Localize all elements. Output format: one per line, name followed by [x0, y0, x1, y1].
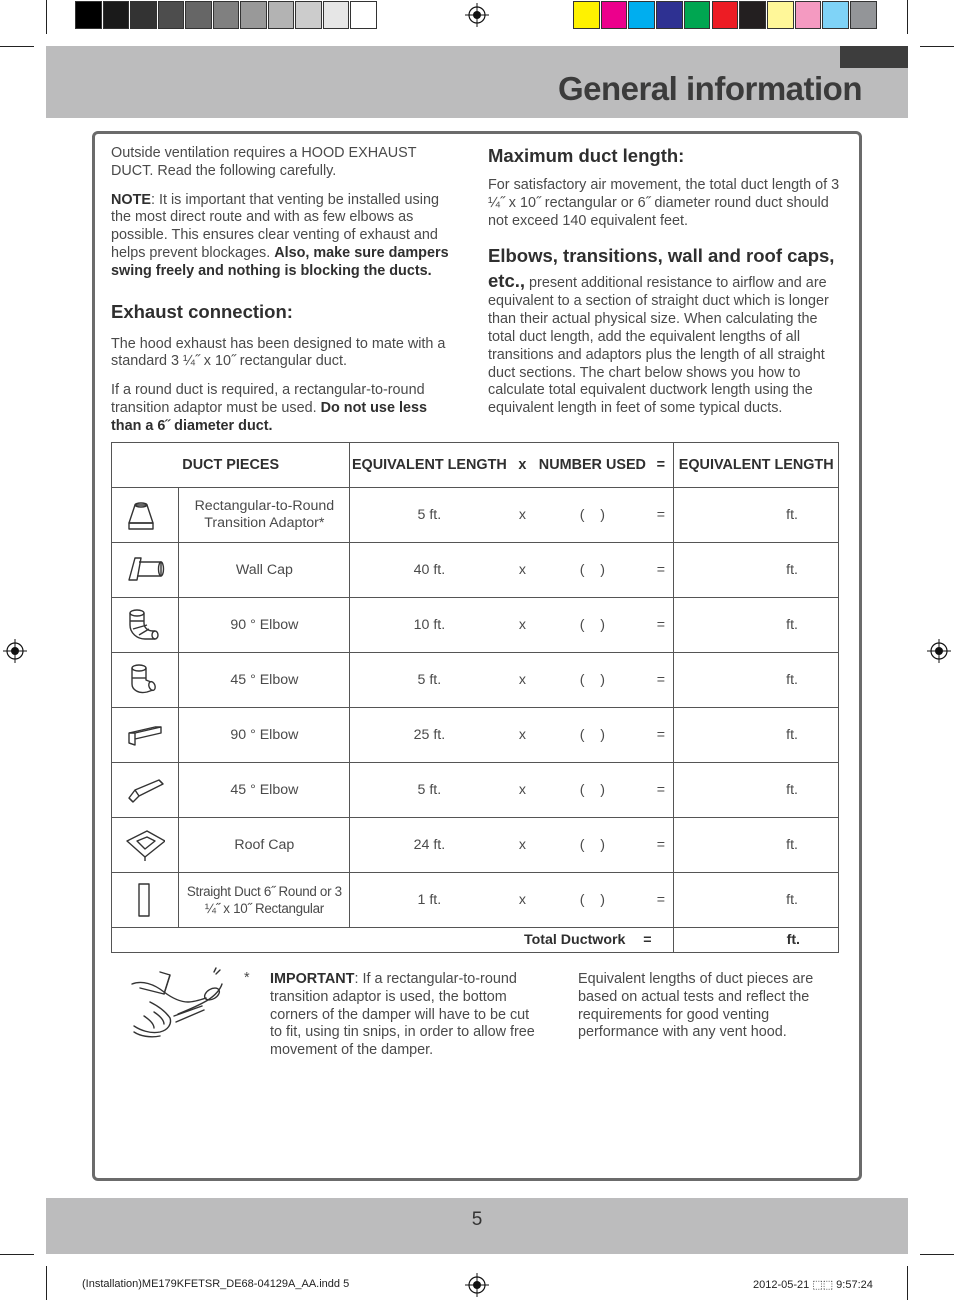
crop-mark	[920, 46, 954, 47]
equals-sign: =	[656, 617, 666, 633]
equals-sign: =	[656, 892, 666, 908]
registration-mark-icon	[465, 3, 489, 27]
max-duct-text: For satisfactory air movement, the total duct length of 3 ¼˝ x 10˝ rectangular or 6˝ diameter round duct should not exceed 140 equivalent feet.	[488, 177, 840, 229]
calc-cell	[350, 598, 674, 653]
header-tab	[840, 46, 908, 68]
tin-snips-icon	[130, 966, 226, 1040]
straight-duct-icon	[125, 882, 165, 918]
color-swatch	[158, 1, 185, 29]
equiv-length: 1 ft.	[417, 892, 442, 908]
table-row	[112, 653, 839, 708]
rect-45-elbow-icon	[125, 772, 165, 808]
round-90-elbow-icon	[125, 607, 165, 643]
intro-text: Outside ventilation requires a HOOD EXHAUST DUCT. Read the following carefully.	[111, 145, 417, 179]
equiv-length: 25 ft.	[413, 727, 446, 743]
header-equiv-length: EQUIVALENT LENGTH	[351, 456, 507, 473]
color-swatch	[712, 1, 739, 29]
number-used-input[interactable]: ( )	[579, 507, 605, 523]
result-cell[interactable]: ft.	[674, 653, 839, 708]
color-swatch	[628, 1, 655, 29]
duct-piece-name: Straight Duct 6˝ Round or 3 ¼˝ x 10˝ Rectangular	[179, 873, 350, 928]
icon-cell	[112, 543, 179, 598]
color-swatch	[75, 1, 102, 29]
color-swatch	[601, 1, 628, 29]
header-duct-pieces: DUCT PIECES	[112, 443, 350, 488]
crop-mark	[46, 1266, 47, 1300]
duct-piece-name: 45 ° Elbow	[179, 653, 350, 708]
equiv-length: 40 ft.	[413, 562, 446, 578]
color-swatch	[103, 1, 130, 29]
crop-mark	[46, 0, 47, 34]
number-used-input[interactable]: ( )	[579, 782, 605, 798]
color-swatch	[656, 1, 683, 29]
number-used-input[interactable]: ( )	[579, 727, 605, 743]
icon-cell	[112, 873, 179, 928]
icon-cell	[112, 818, 179, 873]
roof-cap-icon	[125, 827, 165, 863]
duct-piece-name: Wall Cap	[179, 543, 350, 598]
color-swatch	[295, 1, 322, 29]
number-used-input[interactable]: ( )	[579, 672, 605, 688]
equals-sign: =	[656, 672, 666, 688]
color-swatch	[767, 1, 794, 29]
color-swatch	[323, 1, 350, 29]
color-swatch	[684, 1, 711, 29]
exhaust-paragraph-2	[111, 382, 459, 435]
crop-mark	[920, 1254, 954, 1255]
number-used-input[interactable]: ( )	[579, 837, 605, 853]
color-swatch	[268, 1, 295, 29]
calc-cell	[350, 543, 674, 598]
calc-cell	[350, 488, 674, 543]
color-swatch	[795, 1, 822, 29]
crop-mark	[0, 46, 34, 47]
color-swatch	[739, 1, 766, 29]
round-45-elbow-icon	[125, 662, 165, 698]
registration-mark-icon	[465, 1273, 489, 1297]
result-cell[interactable]: ft.	[674, 488, 839, 543]
equiv-length: 24 ft.	[413, 837, 446, 853]
icon-cell	[112, 763, 179, 818]
times-sign: x	[518, 562, 526, 578]
icon-cell	[112, 598, 179, 653]
equals-sign: =	[656, 837, 666, 853]
icon-cell	[112, 488, 179, 543]
important-note	[270, 971, 542, 1060]
result-cell[interactable]: ft.	[674, 708, 839, 763]
total-cell	[112, 928, 674, 953]
header-middle	[350, 443, 674, 488]
equivalent-note: Equivalent lengths of duct pieces are based on actual tests and reflect the requirements for good venting performance with any vent hood.	[578, 971, 814, 1041]
color-swatch	[185, 1, 212, 29]
equiv-length: 5 ft.	[417, 782, 442, 798]
calc-cell	[350, 818, 674, 873]
header-result: EQUIVALENT LENGTH	[674, 443, 839, 488]
table-row	[112, 708, 839, 763]
important-text: : If a rectangular-to-round transition adaptor is used, the bottom corners of the damper will have to be cut to fit, using tin snips, in order to allow free movement of the damper.	[270, 971, 535, 1059]
times-sign: x	[518, 892, 526, 908]
equiv-length: 5 ft.	[417, 507, 442, 523]
color-swatch	[850, 1, 877, 29]
result-cell[interactable]: ft.	[674, 543, 839, 598]
equals-sign: =	[656, 507, 666, 523]
duct-piece-name: 90 ° Elbow	[179, 598, 350, 653]
crop-mark	[907, 1266, 908, 1300]
transition-adaptor-icon	[125, 497, 165, 533]
note-label: NOTE	[111, 191, 151, 208]
duct-table	[111, 442, 839, 953]
note-text: : It is important that venting be installed using the most direct route and with as few elbows as possible. This ensures clear venting of exhaust and helps prevent blockages.	[111, 191, 439, 261]
total-label: Total Ductwork	[524, 932, 626, 948]
equals-sign: =	[656, 727, 666, 743]
color-swatch	[240, 1, 267, 29]
exhaust-text-1: The hood exhaust has been designed to mate with a standard 3 ¼˝ x 10˝ rectangular duct.	[111, 335, 446, 370]
note-paragraph	[111, 192, 459, 281]
equals-sign: =	[656, 562, 666, 578]
calc-cell	[350, 873, 674, 928]
duct-piece-name: Roof Cap	[179, 818, 350, 873]
header-equals: =	[656, 456, 666, 473]
left-column	[111, 145, 459, 447]
total-result: ft.	[674, 928, 839, 953]
elbows-paragraph	[488, 243, 842, 418]
important-label: IMPORTANT	[270, 971, 355, 987]
table-row	[112, 488, 839, 543]
times-sign: x	[518, 782, 526, 798]
rect-90-elbow-icon	[125, 717, 165, 753]
wall-cap-icon	[125, 552, 165, 588]
times-sign: x	[518, 837, 526, 853]
registration-mark-icon	[927, 639, 951, 663]
slug-file-info: (Installation)ME179KFETSR_DE68-04129A_AA.indd 5	[82, 1278, 350, 1290]
page-number: 5	[471, 1209, 483, 1230]
table-row	[112, 873, 839, 928]
equals-sign: =	[656, 782, 666, 798]
header-number-used: NUMBER USED	[538, 456, 646, 473]
exhaust-text-2: If a round duct is required, a rectangular-to-round transition adaptor must be used.	[111, 382, 425, 416]
equiv-length: 5 ft.	[417, 672, 442, 688]
times-sign: x	[518, 617, 526, 633]
times-sign: x	[518, 672, 526, 688]
right-column	[488, 145, 842, 429]
max-duct-heading: Maximum duct length:	[488, 145, 685, 166]
exhaust-heading: Exhaust connection:	[111, 300, 293, 322]
result-cell[interactable]: ft.	[674, 818, 839, 873]
calc-cell	[350, 653, 674, 708]
note-bold: Also, make sure dampers swing freely and nothing is blocking the ducts.	[111, 244, 449, 279]
number-used-input[interactable]: ( )	[579, 617, 605, 633]
table-row	[112, 598, 839, 653]
asterisk-mark: *	[244, 970, 250, 986]
total-row	[112, 928, 839, 953]
total-equals: =	[643, 932, 652, 948]
registration-mark-icon	[3, 639, 27, 663]
table-row	[112, 763, 839, 818]
calc-cell	[350, 708, 674, 763]
table-row	[112, 818, 839, 873]
table-header-row	[112, 443, 839, 488]
result-cell[interactable]: ft.	[674, 598, 839, 653]
number-used-input[interactable]: ( )	[579, 892, 605, 908]
result-cell[interactable]: ft.	[674, 763, 839, 818]
color-swatch	[822, 1, 849, 29]
times-sign: x	[518, 507, 526, 523]
crop-mark	[0, 1254, 34, 1255]
header-times: x	[518, 456, 527, 473]
page-title: General information	[557, 70, 862, 107]
color-swatch	[350, 1, 377, 29]
equiv-length: 10 ft.	[413, 617, 446, 633]
duct-piece-name: 90 ° Elbow	[179, 708, 350, 763]
table-row	[112, 543, 839, 598]
times-sign: x	[518, 727, 526, 743]
calc-cell	[350, 763, 674, 818]
color-swatch	[130, 1, 157, 29]
exhaust-bold: Do not use less than a 6˝ diameter duct.	[111, 399, 427, 434]
crop-mark	[907, 0, 908, 34]
icon-cell	[112, 708, 179, 763]
slug-timestamp: 2012-05-21 ⬚⬚ 9:57:24	[753, 1279, 873, 1291]
elbows-text: present additional resistance to airflow and are equivalent to a section of straight duct which is longer than their actual physical size. When calculating the total duct length, add the equivalent lengths of all transitions and adaptors plus the length of all straight duct sections. The chart below shows you how to calculate total equivalent ductwork length using the equivalent length in feet of some typical ducts.	[488, 275, 829, 417]
icon-cell	[112, 653, 179, 708]
elbows-heading: Elbows, transitions, wall and roof caps, etc.,	[488, 245, 835, 292]
color-swatch	[213, 1, 240, 29]
result-cell[interactable]: ft.	[674, 873, 839, 928]
color-swatch	[573, 1, 600, 29]
number-used-input[interactable]: ( )	[579, 562, 605, 578]
duct-piece-name: Rectangular-to-Round Transition Adaptor*	[179, 488, 350, 543]
duct-piece-name: 45 ° Elbow	[179, 763, 350, 818]
